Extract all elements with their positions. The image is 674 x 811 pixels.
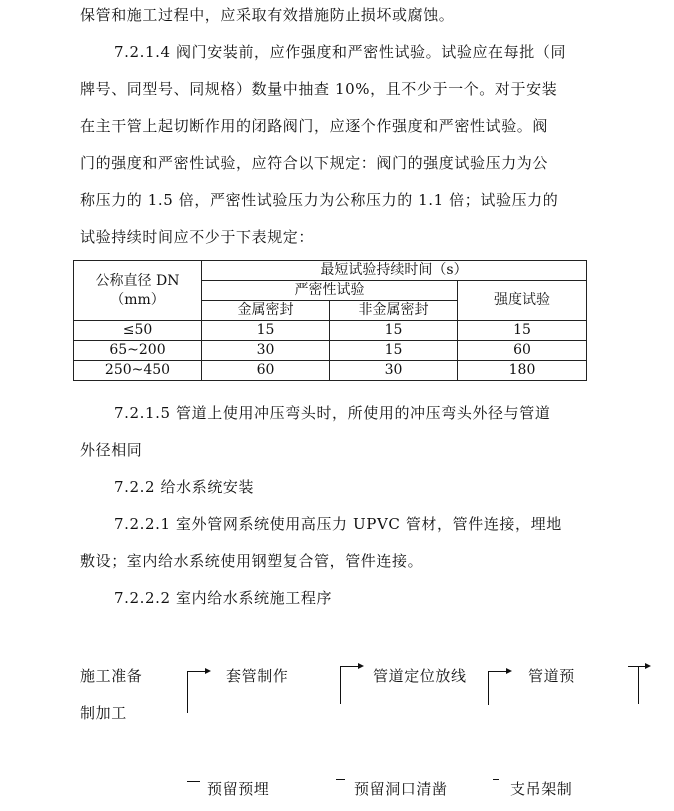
flow-step-prep: 施工准备	[80, 667, 143, 685]
arrow-right-icon	[205, 668, 211, 674]
cell-nonmetal: 30	[330, 361, 458, 381]
flow-step-prefab: 管道预	[528, 667, 575, 685]
flow-connector	[488, 671, 507, 672]
cell-metal: 60	[202, 361, 330, 381]
paragraph-line: 试验持续时间应不少于下表规定：	[80, 228, 315, 246]
cell-dn: ≤50	[74, 321, 202, 341]
paragraph-line: 外径相同	[80, 441, 143, 459]
flow-connector	[187, 671, 206, 672]
flow-connector	[493, 779, 499, 780]
cell-strength: 15	[458, 321, 587, 341]
flow-step-prefab-cont: 制加工	[80, 704, 127, 722]
table-row	[74, 321, 587, 341]
paragraph-line: 保管和施工过程中，应采取有效措施防止损坏或腐蚀。	[80, 6, 455, 24]
dn-unit: （mm）	[110, 291, 165, 308]
flow-sub-openings: 预留洞口清凿	[354, 780, 448, 798]
arrow-right-icon	[358, 663, 364, 669]
section-heading: 7.2.2 给水系统安装	[114, 478, 255, 496]
strength-header: 强度试验	[458, 281, 587, 321]
cell-nonmetal: 15	[330, 321, 458, 341]
nonmetal-seal-header: 非金属密封	[330, 301, 458, 321]
paragraph-line: 称压力的 1.5 倍，严密性试验压力为公称压力的 1.1 倍；试验压力的	[80, 191, 559, 209]
flow-connector	[340, 666, 359, 667]
table-row	[74, 341, 587, 361]
paragraph-line: 在主干管上起切断作用的闭路阀门，应逐个作强度和严密性试验。阀	[80, 117, 549, 135]
flow-connector	[336, 779, 345, 780]
cell-metal: 30	[202, 341, 330, 361]
flow-connector	[638, 666, 639, 704]
tightness-header: 严密性试验	[202, 281, 458, 301]
flow-step-sleeve: 套管制作	[226, 667, 289, 685]
flow-connector	[187, 671, 188, 713]
flow-connector	[628, 666, 646, 667]
time-header: 最短试验持续时间（s）	[202, 261, 587, 281]
paragraph-line: 门的强度和严密性试验，应符合以下规定：阀门的强度试验压力为公	[80, 154, 549, 172]
test-duration-table	[73, 260, 587, 381]
metal-seal-header: 金属密封	[202, 301, 330, 321]
flow-step-positioning: 管道定位放线	[373, 667, 467, 685]
arrow-right-icon	[506, 668, 512, 674]
flow-connector	[340, 666, 341, 704]
arrow-right-icon	[645, 663, 651, 669]
table-row	[74, 361, 587, 381]
cell-metal: 15	[202, 321, 330, 341]
paragraph-line: 7.2.1.4 阀门安装前，应作强度和严密性试验。试验应在每批（同	[114, 43, 567, 61]
dn-header-cell	[74, 261, 202, 321]
cell-dn: 65~200	[74, 341, 202, 361]
paragraph-line: 7.2.1.5 管道上使用冲压弯头时，所使用的冲压弯头外径与管道	[114, 404, 551, 422]
paragraph-line: 敷设；室内给水系统使用钢塑复合管，管件连接。	[80, 552, 424, 570]
dn-header: 公称直径 DN	[95, 272, 180, 289]
flow-connector	[187, 781, 200, 782]
flow-sub-embed: 预留预埋	[207, 780, 270, 798]
section-heading: 7.2.2.2 室内给水系统施工程序	[114, 589, 333, 607]
cell-nonmetal: 15	[330, 341, 458, 361]
cell-strength: 180	[458, 361, 587, 381]
paragraph-line: 牌号、同型号、同规格）数量中抽查 10%，且不少于一个。对于安装	[80, 80, 558, 98]
paragraph-line: 7.2.2.1 室外管网系统使用高压力 UPVC 管材，管件连接，埋地	[114, 515, 562, 533]
cell-dn: 250~450	[74, 361, 202, 381]
flow-sub-supports: 支吊架制	[510, 780, 573, 798]
flow-connector	[488, 671, 489, 705]
cell-strength: 60	[458, 341, 587, 361]
